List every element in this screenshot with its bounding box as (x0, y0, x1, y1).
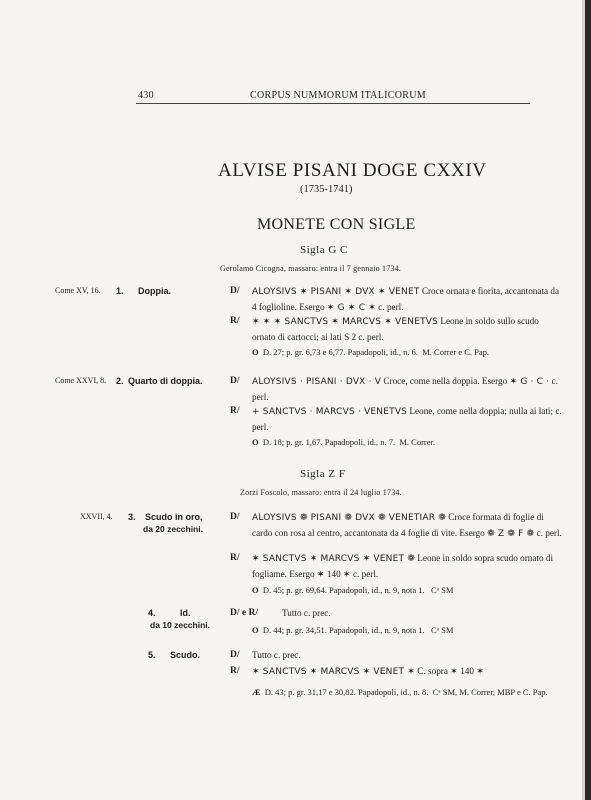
plate-ref: Come XV, 16. (55, 286, 101, 295)
reverse-legend: ✶ SANCTVS ✶ MARCVS ✶ VENET ✶ (252, 667, 415, 677)
weight-info: D. 27; p. gr. 6,73 e 6,77. Papadopoli, id., n. 6. (262, 347, 418, 357)
obverse-description (252, 284, 562, 316)
page-number: 430 (138, 90, 154, 101)
weight-info: D. 44; p. gr. 34,51. Papadopoli, id., n. 9, nota 1. (262, 625, 425, 635)
reverse-text: Leone, come nella doppia; nulla ai lati; c. perl. (252, 406, 562, 433)
metal-mark: O (252, 347, 259, 357)
obverse-border: c. perl. (378, 302, 404, 313)
entry-number: 3. (128, 512, 136, 522)
reverse-description (252, 551, 562, 582)
entry-number: 5. (148, 650, 156, 660)
coin-name: Scudo. (170, 650, 201, 660)
entry-number: 4. (148, 608, 156, 618)
reverse-description (252, 314, 562, 345)
collection: M. Correr. (399, 437, 436, 447)
page-edge-shadow (585, 0, 591, 800)
reverse-text: C. sopra ✶ 140 ✶ (417, 666, 484, 676)
reverse-symbol: R/ (230, 316, 240, 326)
coin-name: Id. (180, 608, 191, 618)
obverse-description (282, 606, 562, 621)
obverse-text: Croce ornata e fiorita, accantonata da 4 foglioline. Esergo (252, 286, 560, 313)
reign-dates: (1735-1741) (300, 184, 353, 195)
obverse-symbol: D/ (230, 512, 240, 522)
coin-metadata (252, 584, 562, 596)
collection: Cᵃ SM (430, 625, 454, 635)
massaro-note: Gerolamo Cicogna, massaro: entra il 7 gennaio 1734. (220, 264, 402, 273)
obverse-legend: ALOYSIVS · PISANI · DVX · V (252, 377, 382, 387)
coin-denomination: da 10 zecchini. (150, 620, 210, 630)
entry-number: 2. (116, 376, 124, 386)
reverse-legend: ✶ SANCTVS ✶ MARCVS ✶ VENET ❁ (252, 554, 415, 564)
reverse-symbol: R/ (230, 553, 240, 563)
metal-mark: O (252, 437, 259, 447)
plate-ref: XXVII, 4. (80, 512, 113, 521)
coin-denomination: da 20 zecchini. (143, 524, 203, 534)
page-title: ALVISE PISANI DOGE CXXIV (218, 160, 487, 181)
page-edge-margin (582, 0, 585, 800)
coin-metadata (252, 436, 562, 448)
section-title: MONETE CON SIGLE (257, 216, 416, 233)
obverse-border: c. perl. (536, 528, 562, 539)
collection: M. Correr e C. Pap. (422, 347, 490, 357)
exergue-letters: ✶ G · C · (509, 377, 550, 387)
metal-mark: O (252, 585, 259, 595)
obverse-description (252, 510, 562, 542)
coin-metadata (252, 346, 562, 358)
coin-name: Scudo in oro, (145, 512, 203, 522)
obverse-symbol: D/ (230, 286, 240, 296)
weight-info: D. 18; p. gr. 1,67. Papadopoli, id., n. 7. (262, 437, 396, 447)
collection: Cᵃ SM (430, 585, 454, 595)
reverse-description (252, 664, 562, 680)
obverse-text: Tutto c. prec. (252, 650, 301, 660)
weight-info: D. 43; p. gr. 31,17 e 30,82. Papadopoli, id., n. 8. (264, 687, 429, 697)
obverse-symbol: D/ (230, 376, 240, 386)
collection: Cᵃ SM, M. Correr, MBP e C. Pap. (432, 687, 548, 697)
coin-name: Doppia. (138, 286, 171, 296)
running-title: CORPUS NUMMORUM ITALICORUM (250, 90, 426, 101)
entry-number: 1. (116, 286, 124, 296)
massaro-note: Zorzi Foscolo, massaro: entra il 24 luglio 1734. (240, 488, 402, 497)
obverse-description (252, 648, 562, 663)
reverse-legend: + SANCTVS · MARCVS · VENETVS (252, 407, 408, 417)
metal-mark: Æ (252, 687, 261, 697)
sigla-heading: Sigla Z F (300, 468, 346, 480)
sigla-heading: Sigla G C (300, 244, 348, 256)
obverse-symbol: D/ e R/ (230, 608, 258, 618)
obverse-text: Tutto c. prec. (282, 608, 331, 618)
obverse-text: Croce, come nella doppia. Esergo (383, 376, 508, 386)
exergue-letters: ✶ G ✶ C ✶ (326, 303, 376, 314)
reverse-legend: ✶ ✶ ✶ SANCTVS ✶ MARCVS ✶ VENETVS (252, 317, 439, 327)
coin-name: Quarto di doppia. (128, 376, 203, 386)
obverse-legend: ALOYSIVS ❁ PISANI ❁ DVX ❁ VENETIAR ❁ (252, 513, 446, 523)
weight-info: D. 45; p. gr. 69,64. Papadopoli, id., n. 9, nota 1. (262, 585, 425, 595)
reverse-symbol: R/ (230, 406, 240, 416)
plate-ref: Come XXVI, 8. (55, 376, 107, 385)
header-rule (136, 103, 530, 104)
exergue-letters: ❁ Z ❁ F ❁ (487, 529, 535, 540)
reverse-symbol: R/ (230, 666, 240, 676)
obverse-text: Croce formata di foglie di cardo con rosa al centro, accantonata da 4 foglie di vite. Esergo (252, 512, 544, 539)
coin-metadata (252, 686, 552, 698)
coin-metadata (252, 624, 562, 636)
obverse-description (252, 374, 562, 405)
metal-mark: O (252, 625, 259, 635)
obverse-legend: ALOYSIVS ✶ PISANI ✶ DVX ✶ VENET (252, 287, 420, 297)
reverse-text: Leone in soldo sullo scudo ornato di cartocci; ai lati S 2 c. perl. (252, 316, 539, 343)
reverse-text: Leone in soldo sopra scudo ornato di fogliame. Esergo ✶ 140 ✶ c. perl. (252, 553, 554, 580)
obverse-border: c. perl. (252, 376, 558, 403)
reverse-description (252, 404, 562, 435)
obverse-symbol: D/ (230, 650, 240, 660)
